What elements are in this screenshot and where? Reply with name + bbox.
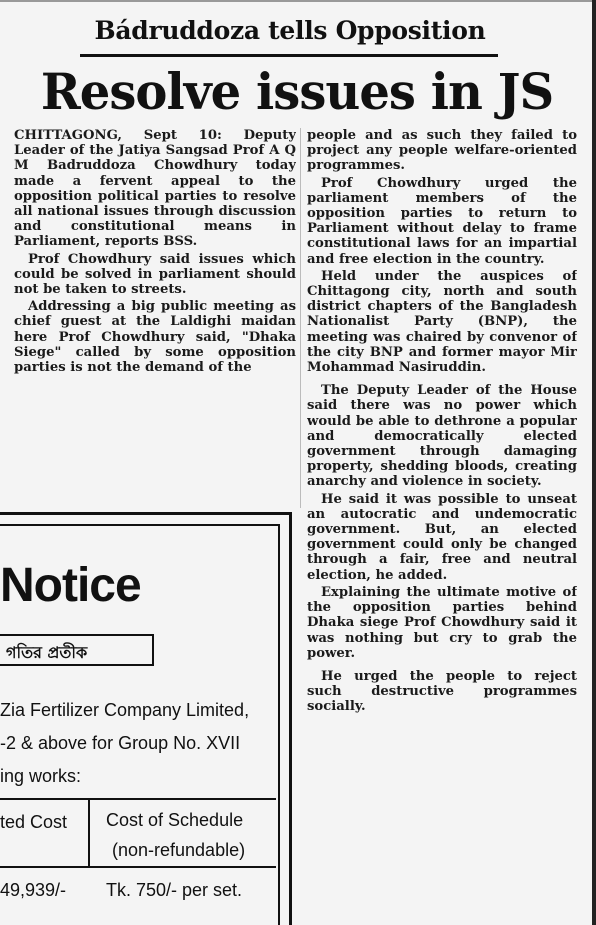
notice-cost-table [0,798,276,922]
article-paragraph: Explaining the ultimate motive of the opposition parties behind Dhaka siege Prof Chowdhury said it was nothing but cry to grab the power. [307,584,577,661]
table-column-rule [88,798,90,868]
article-headline: Resolve issues in JS [40,62,554,121]
notice-line-group: -2 & above for Group No. XVII [0,733,241,753]
notice-bengali-tag: গতির প্রতীক [0,634,154,666]
article-left-column [14,128,296,500]
article-paragraph: CHITTAGONG, Sept 10: Deputy Leader of the Jatiya Sangsad Prof A Q M Badruddoza Chowdhury today made a fervent appeal to the opposition political parties to resolve all national issues through discussion and constitutional means in Parliament, reports BSS. [14,128,296,250]
column-divider [300,128,301,508]
table-header-schedule: Cost of Schedule [106,810,244,830]
article-paragraph: The Deputy Leader of the House said there was no power which would be able to dethrone a popular and democratically elected government through damaging property, shedding bloods, creating anarchy and violence in society. [307,383,577,490]
table-header-cost: ted Cost [0,812,68,832]
table-value-cost: 49,939/- [0,880,67,900]
page-edge [592,0,596,925]
table-header-schedule-note: (non-refundable) [112,840,246,860]
table-mid-rule [0,866,276,868]
top-rule [0,0,596,2]
notice-line-company: Zia Fertilizer Company Limited, [0,700,250,720]
article-paragraph: Addressing a big public meeting as chief guest at the Laldighi maidan here Prof Chowdhury said, "Dhaka Siege" called by some opposition parties is not the demand of the [14,299,296,376]
kicker-underline [80,54,498,57]
article-paragraph: He urged the people to reject such destructive programmes socially. [307,668,577,715]
notice-title: Notice [0,559,141,612]
notice-line-works: ing works: [0,766,82,786]
article-paragraph: Held under the auspices of Chittagong city, north and south district chapters of the Bangladesh Nationalist Party (BNP), the meeting was chaired by convenor of the city BNP and former mayor Mir Mohammad Nasiruddin. [307,268,577,376]
article-paragraph: Prof Chowdhury said issues which could be solved in parliament should not be taken to streets. [14,251,296,298]
article-kicker: Bádruddoza tells Opposition [94,16,486,45]
article-paragraph: Prof Chowdhury urged the parliament members of the opposition parties to return to Parliament without delay to frame constitutional laws for an impartial and free election in the country. [307,175,577,267]
table-top-rule [0,798,276,800]
article-paragraph: He said it was possible to unseat an autocratic and undemocratic government. But, an elected government could only be changed through a fair, free and neutral election, he added. [307,491,577,583]
article-paragraph: people and as such they failed to project any people welfare-oriented programmes. [307,128,577,174]
table-value-schedule: Tk. 750/- per set. [106,880,243,900]
article-right-column [307,128,577,918]
